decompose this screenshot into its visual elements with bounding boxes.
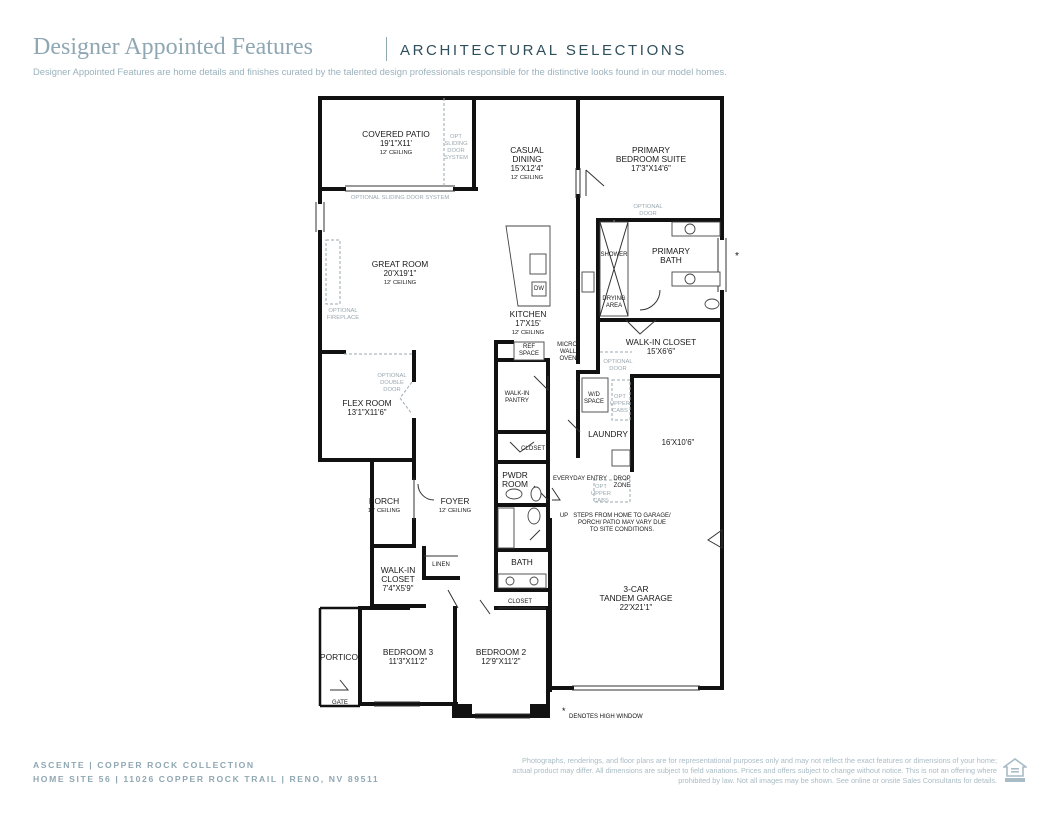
kitchen-label: KITCHEN	[509, 309, 547, 319]
bedroom-3-label: BEDROOM 3	[382, 647, 434, 657]
svg-text:SLIDING: SLIDING	[444, 141, 468, 147]
page-description: Designer Appointed Features are home details and finishes curated by the talented design professionals responsible for the distinctive looks found in our model homes.	[33, 66, 727, 77]
svg-text:CABS: CABS	[593, 498, 609, 504]
optional-elements	[326, 98, 632, 502]
svg-text:OPTIONAL: OPTIONAL	[328, 308, 358, 314]
portico-label: PORTICO	[319, 652, 359, 662]
svg-text:DRYING: DRYING	[602, 296, 626, 302]
casual-dining-label: CASUAL	[510, 145, 544, 155]
covered-patio-ceiling: 12' CEILING	[379, 150, 413, 156]
svg-text:12' CEILING: 12' CEILING	[511, 330, 545, 336]
svg-text:13'1"X11'6": 13'1"X11'6"	[347, 408, 387, 417]
svg-text:11'3"X11'2": 11'3"X11'2"	[388, 657, 428, 666]
pwdr-room-label: PWDR	[502, 470, 528, 480]
optional-sliding-door-note: OPTIONAL SLIDING DOOR SYSTEM	[350, 195, 450, 201]
svg-text:BATH: BATH	[660, 255, 682, 265]
svg-text:UPPER: UPPER	[591, 491, 611, 497]
svg-text:TANDEM GARAGE: TANDEM GARAGE	[599, 593, 673, 603]
walkin-closet-primary-label: WALK-IN CLOSET	[625, 337, 697, 347]
page-title: Designer Appointed Features	[33, 34, 313, 60]
svg-text:PORCH/ PATIO MAY VARY DUE: PORCH/ PATIO MAY VARY DUE	[578, 520, 666, 526]
svg-text:DOOR: DOOR	[383, 387, 401, 393]
svg-text:DOOR: DOOR	[639, 211, 657, 217]
porch-label: PORCH	[368, 496, 400, 506]
svg-text:OPT: OPT	[614, 394, 626, 400]
primary-suite-label: PRIMARY	[631, 145, 671, 155]
svg-text:OPT: OPT	[450, 134, 462, 140]
laundry-label: LAUNDRY	[588, 429, 628, 439]
svg-text:20'X19'1": 20'X19'1"	[383, 269, 417, 278]
svg-text:12' CEILING: 12' CEILING	[510, 175, 544, 181]
svg-text:BEDROOM SUITE: BEDROOM SUITE	[615, 154, 687, 164]
bath-label: BATH	[511, 557, 533, 567]
closet-bed2-label: CLOSET	[507, 599, 533, 605]
walkin-pantry-label: WALK-IN	[504, 391, 530, 397]
covered-patio-size: 19'1"X11'	[379, 139, 413, 148]
svg-text:DOUBLE: DOUBLE	[380, 380, 404, 386]
page-subtitle: ARCHITECTURAL SELECTIONS	[400, 42, 687, 59]
high-window-legend-star: *	[562, 706, 566, 716]
svg-text:W/D: W/D	[588, 392, 600, 398]
svg-text:22'X21'1": 22'X21'1"	[619, 603, 653, 612]
svg-text:SPACE: SPACE	[584, 399, 604, 405]
svg-text:OVEN: OVEN	[559, 356, 577, 362]
svg-text:EVERYDAY ENTRY: EVERYDAY ENTRY	[553, 476, 607, 482]
svg-text:UP: UP	[559, 513, 569, 519]
svg-text:DINING: DINING	[512, 154, 542, 164]
footer-address: HOME SITE 56 | 11026 COPPER ROCK TRAIL | RENO, NV 89511	[33, 774, 380, 784]
great-room-label: GREAT ROOM	[371, 259, 429, 269]
svg-text:PANTRY: PANTRY	[505, 398, 529, 404]
svg-text:12' CEILING: 12' CEILING	[367, 508, 401, 514]
fixtures	[424, 222, 720, 608]
svg-text:7'4"X5'9": 7'4"X5'9"	[382, 584, 414, 593]
svg-text:15'X6'6": 15'X6'6"	[646, 347, 676, 356]
svg-text:TO SITE CONDITIONS.: TO SITE CONDITIONS.	[589, 527, 655, 533]
svg-text:OPTIONAL: OPTIONAL	[377, 373, 407, 379]
linen-label: LINEN	[432, 562, 450, 568]
svg-text:OPT: OPT	[595, 484, 607, 490]
svg-text:DOOR: DOOR	[447, 148, 465, 154]
room-labels	[320, 129, 739, 720]
svg-text:DW: DW	[534, 286, 544, 292]
svg-text:SPACE: SPACE	[519, 351, 539, 357]
svg-text:FIREPLACE: FIREPLACE	[326, 315, 360, 321]
svg-text:OPTIONAL: OPTIONAL	[633, 204, 663, 210]
svg-text:CLOSET: CLOSET	[381, 574, 415, 584]
svg-text:UPPER: UPPER	[610, 401, 630, 407]
svg-text:17'3"X14'6": 17'3"X14'6"	[631, 164, 671, 173]
svg-text:WALL: WALL	[559, 349, 577, 355]
svg-text:DOOR: DOOR	[609, 366, 627, 372]
foyer-label: FOYER	[440, 496, 470, 506]
svg-text:12' CEILING: 12' CEILING	[383, 280, 417, 286]
primary-bath-label: PRIMARY	[651, 246, 691, 256]
svg-text:SHOWER: SHOWER	[600, 252, 628, 258]
svg-text:17'X15': 17'X15'	[515, 319, 541, 328]
svg-text:ZONE: ZONE	[613, 483, 631, 489]
svg-text:SYSTEM: SYSTEM	[444, 155, 468, 161]
high-window-star: *	[735, 251, 739, 262]
walkin-closet-label: WALK-IN	[380, 565, 416, 575]
svg-text:STEPS FROM HOME TO GARAGE/: STEPS FROM HOME TO GARAGE/	[573, 513, 671, 519]
svg-text:12'9"X11'2": 12'9"X11'2"	[481, 657, 521, 666]
svg-text:OPTIONAL: OPTIONAL	[603, 359, 633, 365]
footer-community: ASCENTE | COPPER ROCK COLLECTION	[33, 760, 255, 770]
gate-label: GATE	[332, 700, 348, 706]
svg-text:MICRO/: MICRO/	[557, 342, 579, 348]
bedroom-2-label: BEDROOM 2	[475, 647, 527, 657]
svg-text:12' CEILING: 12' CEILING	[438, 508, 472, 514]
flex-room-label: FLEX ROOM	[342, 398, 392, 408]
footer-disclaimer: Photographs, renderings, and floor plans are for representational purposes only and may not reflect the exact features or dimensions of your home; actual product may differ. All dimensions are subject to field variations. Prices and offers subject to change without notice. This is not an offering where prohibited by law. Not all images may be shown. See online or onsite Sales Consultants for details.	[512, 756, 997, 786]
garage-label: 3-CAR	[623, 584, 649, 594]
svg-text:REF: REF	[523, 344, 535, 350]
svg-text:15'X12'4": 15'X12'4"	[510, 164, 544, 173]
svg-text:CABS: CABS	[612, 408, 628, 414]
svg-text:AREA: AREA	[605, 303, 623, 309]
high-window-legend: DENOTES HIGH WINDOW	[569, 714, 643, 720]
covered-patio-label: COVERED PATIO	[362, 129, 430, 139]
closet-hall-label: CLOSET	[520, 446, 546, 452]
svg-text:DROP: DROP	[613, 476, 631, 482]
equal-housing-opportunity-icon	[1003, 758, 1027, 784]
garage-bay-size: 16'X10'6"	[661, 438, 695, 447]
svg-text:ROOM: ROOM	[501, 479, 529, 489]
